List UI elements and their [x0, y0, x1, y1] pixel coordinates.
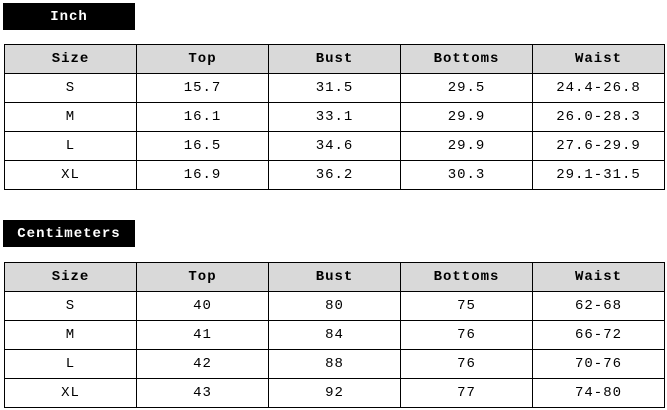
cell-size: S	[5, 292, 137, 321]
table-row	[5, 103, 665, 132]
cell-bottoms: 76	[401, 350, 533, 379]
table-row	[5, 132, 665, 161]
header-size: Size	[5, 45, 137, 74]
table-row	[5, 350, 665, 379]
cell-waist: 29.1-31.5	[533, 161, 665, 190]
cell-size: XL	[5, 161, 137, 190]
cell-bottoms: 29.9	[401, 132, 533, 161]
cell-bottoms: 30.3	[401, 161, 533, 190]
cell-waist: 62-68	[533, 292, 665, 321]
cell-waist: 66-72	[533, 321, 665, 350]
header-bottoms: Bottoms	[401, 263, 533, 292]
header-top: Top	[137, 263, 269, 292]
cell-top: 40	[137, 292, 269, 321]
cell-top: 42	[137, 350, 269, 379]
cell-size: L	[5, 132, 137, 161]
table-row	[5, 161, 665, 190]
header-bottoms: Bottoms	[401, 45, 533, 74]
centimeters-label-text: Centimeters	[17, 225, 121, 242]
cell-bottoms: 76	[401, 321, 533, 350]
cell-bust: 88	[269, 350, 401, 379]
header-bust: Bust	[269, 263, 401, 292]
cell-size: M	[5, 321, 137, 350]
header-top: Top	[137, 45, 269, 74]
table-row	[5, 292, 665, 321]
cell-bottoms: 77	[401, 379, 533, 408]
cell-size: M	[5, 103, 137, 132]
centimeters-size-table	[4, 262, 665, 408]
centimeters-section-label	[3, 220, 135, 247]
cell-bust: 92	[269, 379, 401, 408]
cell-bust: 84	[269, 321, 401, 350]
table-header-row	[5, 45, 665, 74]
cell-size: L	[5, 350, 137, 379]
cell-bust: 33.1	[269, 103, 401, 132]
table-row	[5, 74, 665, 103]
cell-bust: 36.2	[269, 161, 401, 190]
cell-waist: 24.4-26.8	[533, 74, 665, 103]
cell-bottoms: 29.5	[401, 74, 533, 103]
cell-top: 15.7	[137, 74, 269, 103]
inch-size-table	[4, 44, 665, 190]
cell-top: 43	[137, 379, 269, 408]
header-waist: Waist	[533, 45, 665, 74]
header-bust: Bust	[269, 45, 401, 74]
cell-bottoms: 29.9	[401, 103, 533, 132]
cell-bottoms: 75	[401, 292, 533, 321]
cell-top: 16.9	[137, 161, 269, 190]
header-waist: Waist	[533, 263, 665, 292]
cell-waist: 26.0-28.3	[533, 103, 665, 132]
table-row	[5, 321, 665, 350]
table-row	[5, 379, 665, 408]
cell-top: 16.5	[137, 132, 269, 161]
inch-label-text: Inch	[50, 8, 88, 25]
cell-top: 16.1	[137, 103, 269, 132]
table-header-row	[5, 263, 665, 292]
header-size: Size	[5, 263, 137, 292]
cell-size: XL	[5, 379, 137, 408]
cell-bust: 34.6	[269, 132, 401, 161]
cell-bust: 31.5	[269, 74, 401, 103]
inch-section-label	[3, 3, 135, 30]
cell-top: 41	[137, 321, 269, 350]
cell-bust: 80	[269, 292, 401, 321]
cell-waist: 27.6-29.9	[533, 132, 665, 161]
cell-waist: 70-76	[533, 350, 665, 379]
cell-size: S	[5, 74, 137, 103]
cell-waist: 74-80	[533, 379, 665, 408]
